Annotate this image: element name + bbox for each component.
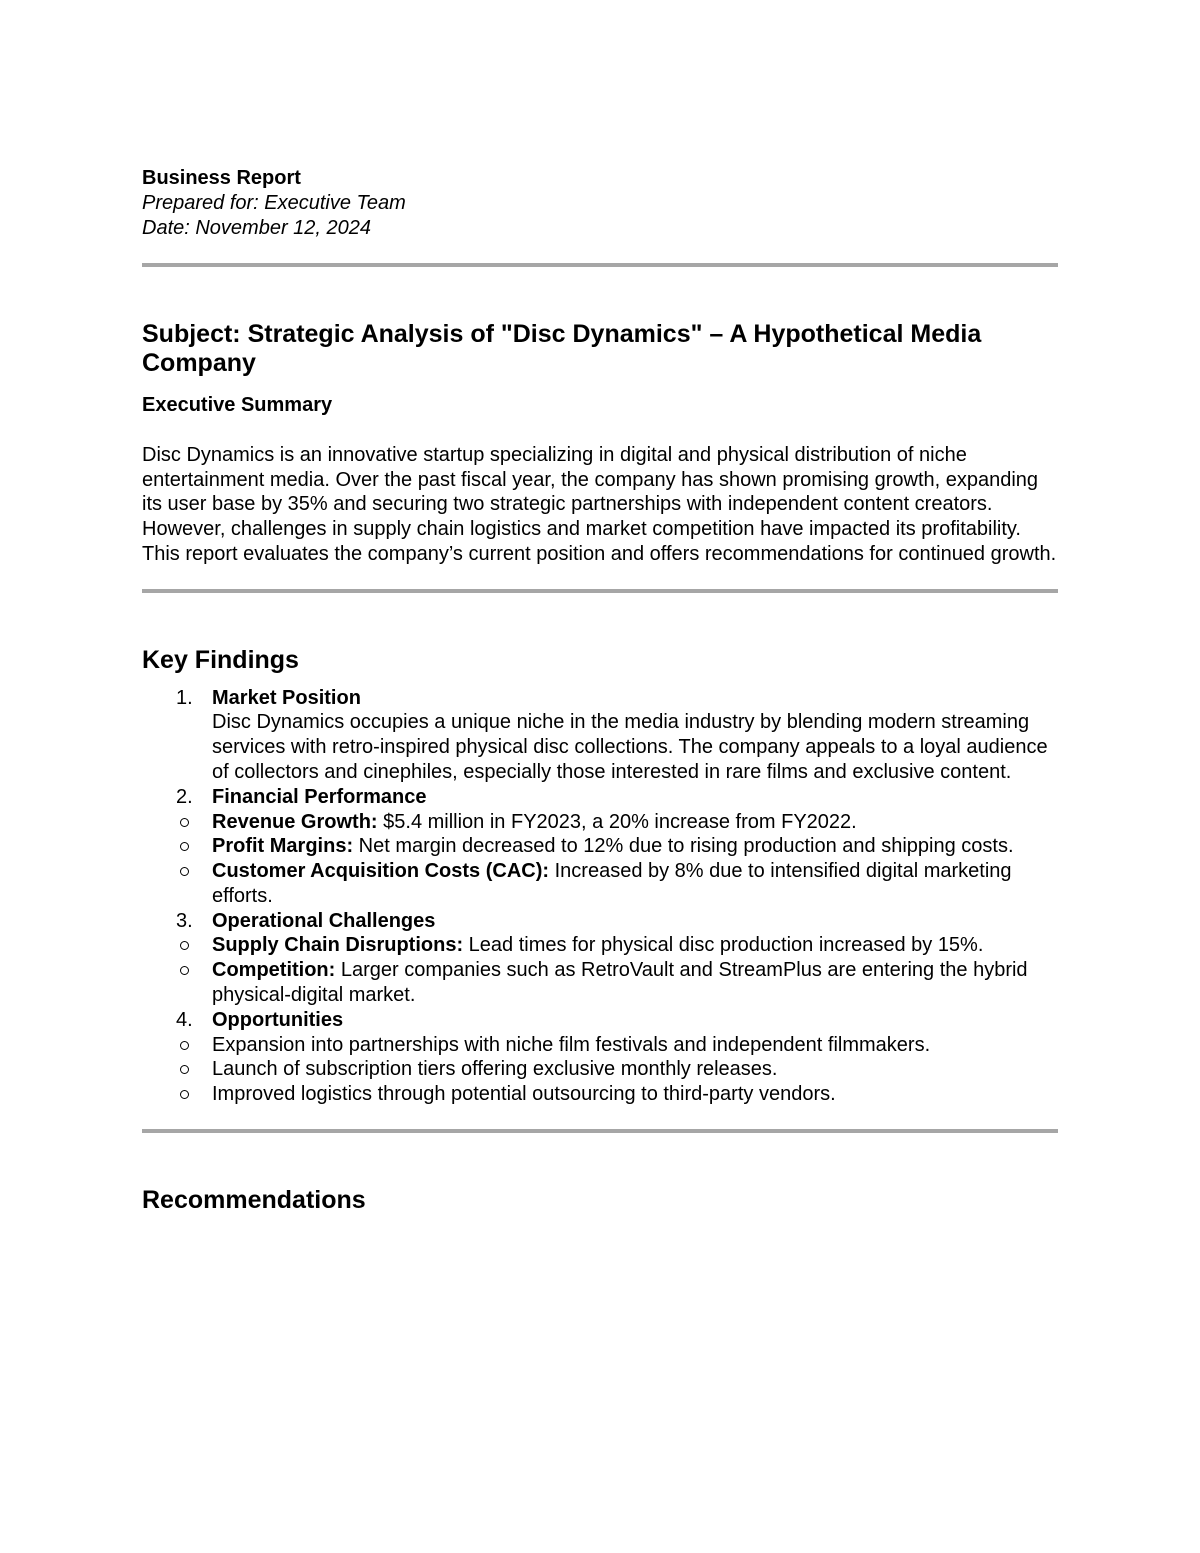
sub-list-item bbox=[142, 834, 1058, 859]
sub-item-text: Improved logistics through potential outsourcing to third-party vendors. bbox=[212, 1083, 836, 1106]
report-page bbox=[142, 166, 1058, 1215]
circle-bullet-icon bbox=[180, 1041, 189, 1050]
report-header bbox=[142, 166, 1058, 241]
circle-bullet-icon bbox=[180, 966, 189, 975]
finding-title: Operational Challenges bbox=[212, 909, 436, 932]
executive-summary-body: Disc Dynamics is an innovative startup specializing in digital and physical distribution of niche entertainment media. Over the past fiscal year, the company has shown promising growth, expanding its user base by 35% and securing two strategic partnerships with independent content creators. However, challenges in supply chain logistics and market competition have impacted its profitability. This report evaluates the company’s current position and offers recommendations for continued growth. bbox=[142, 444, 1057, 565]
sub-item-text: $5.4 million in FY2023, a 20% increase from FY2022. bbox=[377, 810, 857, 833]
sub-list-item bbox=[142, 933, 1058, 958]
list-item bbox=[142, 785, 1058, 909]
sub-item-text: Increased by 8% due to intensified digital marketing efforts. bbox=[212, 860, 1012, 907]
list-item bbox=[142, 1008, 1058, 1107]
finding-title: Financial Performance bbox=[212, 785, 427, 808]
circle-bullet-icon bbox=[180, 867, 189, 876]
prepared-for: Prepared for: Executive Team bbox=[142, 192, 406, 214]
sub-item-label: Profit Margins: bbox=[212, 835, 354, 858]
list-number: 2. bbox=[176, 785, 193, 808]
circle-bullet-icon bbox=[180, 1065, 189, 1074]
sub-list bbox=[142, 933, 1058, 1007]
sub-item-label: Revenue Growth: bbox=[212, 810, 378, 833]
sub-item-text: Launch of subscription tiers offering exclusive monthly releases. bbox=[212, 1058, 778, 1081]
finding-title: Market Position bbox=[212, 686, 361, 709]
sub-list bbox=[142, 810, 1058, 909]
sub-item-text: Expansion into partnerships with niche film festivals and independent filmmakers. bbox=[212, 1033, 931, 1056]
list-number: 3. bbox=[176, 909, 193, 932]
sub-list-item bbox=[142, 1033, 1058, 1058]
report-date: Date: November 12, 2024 bbox=[142, 217, 372, 239]
divider bbox=[142, 589, 1058, 593]
list-item bbox=[142, 686, 1058, 785]
subject-heading: Subject: Strategic Analysis of "Disc Dynamics" – A Hypothetical Media Company bbox=[142, 320, 982, 377]
key-findings-heading: Key Findings bbox=[142, 645, 299, 674]
divider bbox=[142, 263, 1058, 267]
list-item bbox=[142, 909, 1058, 1008]
list-number: 1. bbox=[176, 686, 193, 709]
sub-list-item bbox=[142, 1057, 1058, 1082]
sub-item-text: Lead times for physical disc production increased by 15%. bbox=[463, 934, 984, 957]
sub-item-label: Customer Acquisition Costs (CAC): bbox=[212, 860, 550, 883]
circle-bullet-icon bbox=[180, 941, 189, 950]
circle-bullet-icon bbox=[180, 1090, 189, 1099]
finding-title: Opportunities bbox=[212, 1008, 344, 1031]
sub-item-label: Supply Chain Disruptions: bbox=[212, 934, 464, 957]
recommendations-heading: Recommendations bbox=[142, 1186, 366, 1215]
circle-bullet-icon bbox=[180, 842, 189, 851]
executive-summary-heading: Executive Summary bbox=[142, 394, 333, 416]
report-title: Business Report bbox=[142, 167, 301, 189]
list-number: 4. bbox=[176, 1008, 193, 1031]
sub-list bbox=[142, 1033, 1058, 1107]
sub-item-text: Net margin decreased to 12% due to rising production and shipping costs. bbox=[353, 835, 1014, 858]
sub-item-text: Larger companies such as RetroVault and StreamPlus are entering the hybrid physical-digital market. bbox=[212, 959, 1028, 1007]
finding-text: Disc Dynamics occupies a unique niche in the media industry by blending modern streaming services with retro-inspired physical disc collections. The company appeals to a loyal audience of collectors and cinephiles, especially those interested in rare films and exclusive content. bbox=[212, 711, 1048, 783]
sub-item-label: Competition: bbox=[212, 959, 336, 982]
sub-list-item bbox=[142, 1082, 1058, 1107]
sub-list-item bbox=[142, 859, 1058, 909]
key-findings-list bbox=[142, 686, 1058, 1108]
divider bbox=[142, 1129, 1058, 1133]
circle-bullet-icon bbox=[180, 818, 189, 827]
sub-list-item bbox=[142, 958, 1058, 1008]
sub-list-item bbox=[142, 810, 1058, 835]
